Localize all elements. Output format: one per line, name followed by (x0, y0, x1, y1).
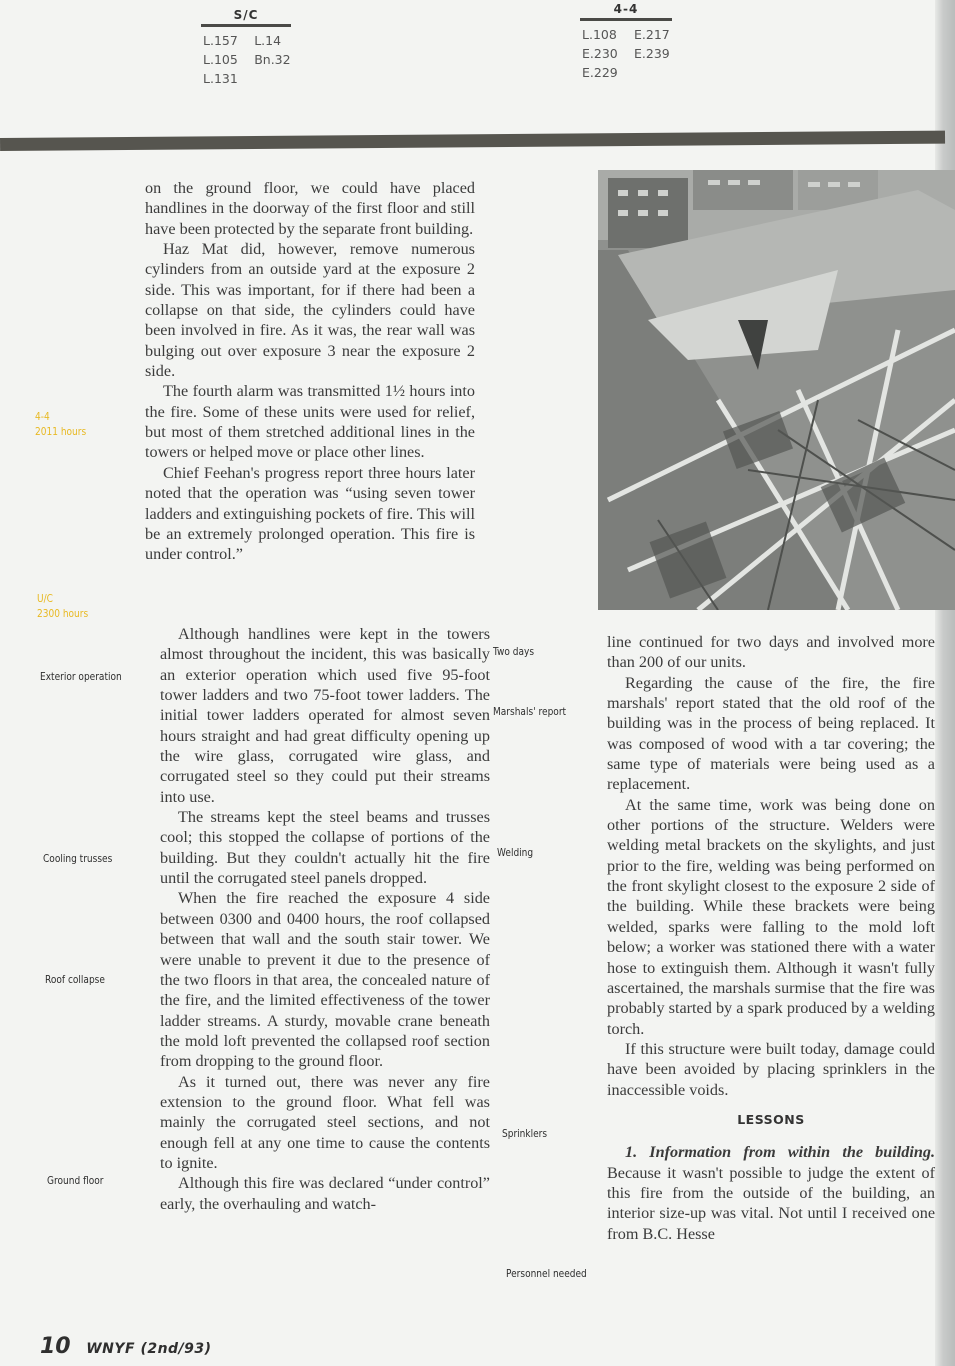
margin-note-roof-collapse: Roof collapse (45, 973, 105, 986)
margin-note-personnel-needed: Personnel needed (506, 1267, 587, 1280)
paragraph: line continued for two days and involved more than 200 of our units. (607, 633, 935, 672)
lessons-heading: LESSONS (737, 1111, 805, 1127)
unit: E.229 (582, 65, 618, 80)
margin-note-sprinklers: Sprinklers (502, 1127, 548, 1140)
unit: L.131 (203, 71, 238, 86)
margin-note-exterior-operation: Exterior operation (40, 670, 122, 683)
unit: E.230 (582, 46, 618, 61)
unit: L.14 (254, 33, 282, 48)
unit: E.239 (634, 46, 670, 61)
lesson-title: 1. Information from within the building. (625, 1143, 935, 1162)
sc-unit-box (201, 8, 293, 88)
unit: L.108 (582, 27, 617, 42)
paragraph: When the fire reached the exposure 4 side between 0300 and 0400 hours, the roof collapsed between that wall and the south stair tower. We were unable to prevent it due to the presence of the two floors in that area, the concealed nature of the fire, and the limited effectiveness of the tower ladder streams. A sturdy, movable crane beneath the mold loft prevented the collapsed roof section from dropping to the ground floor. (160, 889, 490, 1071)
paragraph: The streams kept the steel beams and trusses cool; this stopped the collapse of portions of the building. But they couldn't actually hit the fire until the corrugated steel panels dropped. (160, 808, 490, 888)
lesson-paragraph (607, 1142, 935, 1244)
left-column-top (145, 178, 475, 565)
fourth-alarm-heading: 4-4 (580, 2, 672, 21)
margin-note-cooling-trusses: Cooling trusses (43, 852, 113, 865)
paragraph: Chief Feehan's progress report three hours later noted that the operation was “using seven tower ladders and extinguishing pockets of fire. This will be an extremely prolonged operation. This fire is under control.” (145, 463, 475, 564)
collapsed-roof-photo (598, 170, 955, 610)
paragraph: Regarding the cause of the fire, the fire marshals' report stated that the old roof of the building was in the process of being replaced. It was composed of wood with a tar covering; the same type of materials were being used as a replacement. (607, 673, 935, 794)
page-footer (40, 1334, 212, 1359)
margin-note-marshals-report: Marshals' report (493, 705, 567, 718)
unit: E.217 (634, 27, 670, 42)
lesson-text: Because it wasn't possible to judge the extent of this fire from the outside of the building, an interior size-up was vital. Not until I received one from B.C. Hesse (607, 1163, 935, 1243)
unit: L.105 (203, 52, 238, 67)
margin-note-welding: Welding (497, 846, 534, 859)
sc-heading: S/C (201, 8, 291, 27)
section-divider-rule (0, 131, 945, 151)
left-column-bottom (160, 624, 490, 1214)
paragraph: Although handlines were kept in the towers almost throughout the incident, this was basically an exterior operation which used five 95-foot tower ladders and two 75-foot tower ladders. The initial tower ladders operated for almost seven hours straight and had great difficulty opening up the wire glass, corrugated wire glass, and corrugated steel so they could put their streams into use. (160, 625, 490, 806)
right-column (607, 632, 935, 1244)
unit: L.157 (203, 33, 238, 48)
margin-note-under-control: U/C 2300 hours (37, 592, 89, 620)
paragraph: on the ground floor, we could have placed handlines in the doorway of the first floor and still have been protected by the separate front building. (145, 179, 475, 238)
fourth-alarm-unit-box (580, 2, 672, 82)
paragraph: At the same time, work was being done on other portions of the structure. Welders were welding metal brackets on the skylights, and just prior to the fire, welding was being performed on the front skylight closest to the exposure 2 side of the building. While these brackets were being welded, sparks were falling to the mold loft below; a worker was stationed there with a water hose to extinguish them. Although it wasn't fully ascertained, the marshals surmise that the fire was probably started by a spark produced by a welding torch. (607, 795, 935, 1038)
margin-note-fourth-alarm: 4-4 2011 hours (35, 410, 87, 438)
paragraph: Haz Mat did, however, remove numerous cylinders from an outside yard at the exposure 2 side. This was important, for if there had been a collapse on that side, the cylinders could have been involved in fire. As it was, the rear wall was bulging out over exposure 3 near the exposure 2 side. (145, 240, 475, 381)
photo-image-icon (598, 170, 955, 610)
paragraph: Although this fire was declared “under control” early, the overhauling and watch- (160, 1174, 490, 1213)
publication-name: WNYF (2nd/93) (86, 1341, 212, 1357)
margin-note-two-days: Two days (493, 645, 535, 658)
paragraph: As it turned out, there was never any fire extension to the ground floor. What fell was mainly the corrugated steel sections, and not enough fell at any one time to cause the contents to ignite. (160, 1072, 490, 1172)
paragraph: If this structure were built today, damage could have been avoided by placing sprinklers in the inaccessible voids. (607, 1039, 935, 1099)
unit: Bn.32 (254, 52, 291, 67)
margin-note-ground-floor: Ground floor (47, 1174, 104, 1187)
page-number: 10 (40, 1334, 71, 1359)
paragraph: The fourth alarm was transmitted 1½ hours into the fire. Some of these units were used for relief, but most of them stretched additional lines in the towers or helped move or place other lines. (145, 382, 475, 462)
